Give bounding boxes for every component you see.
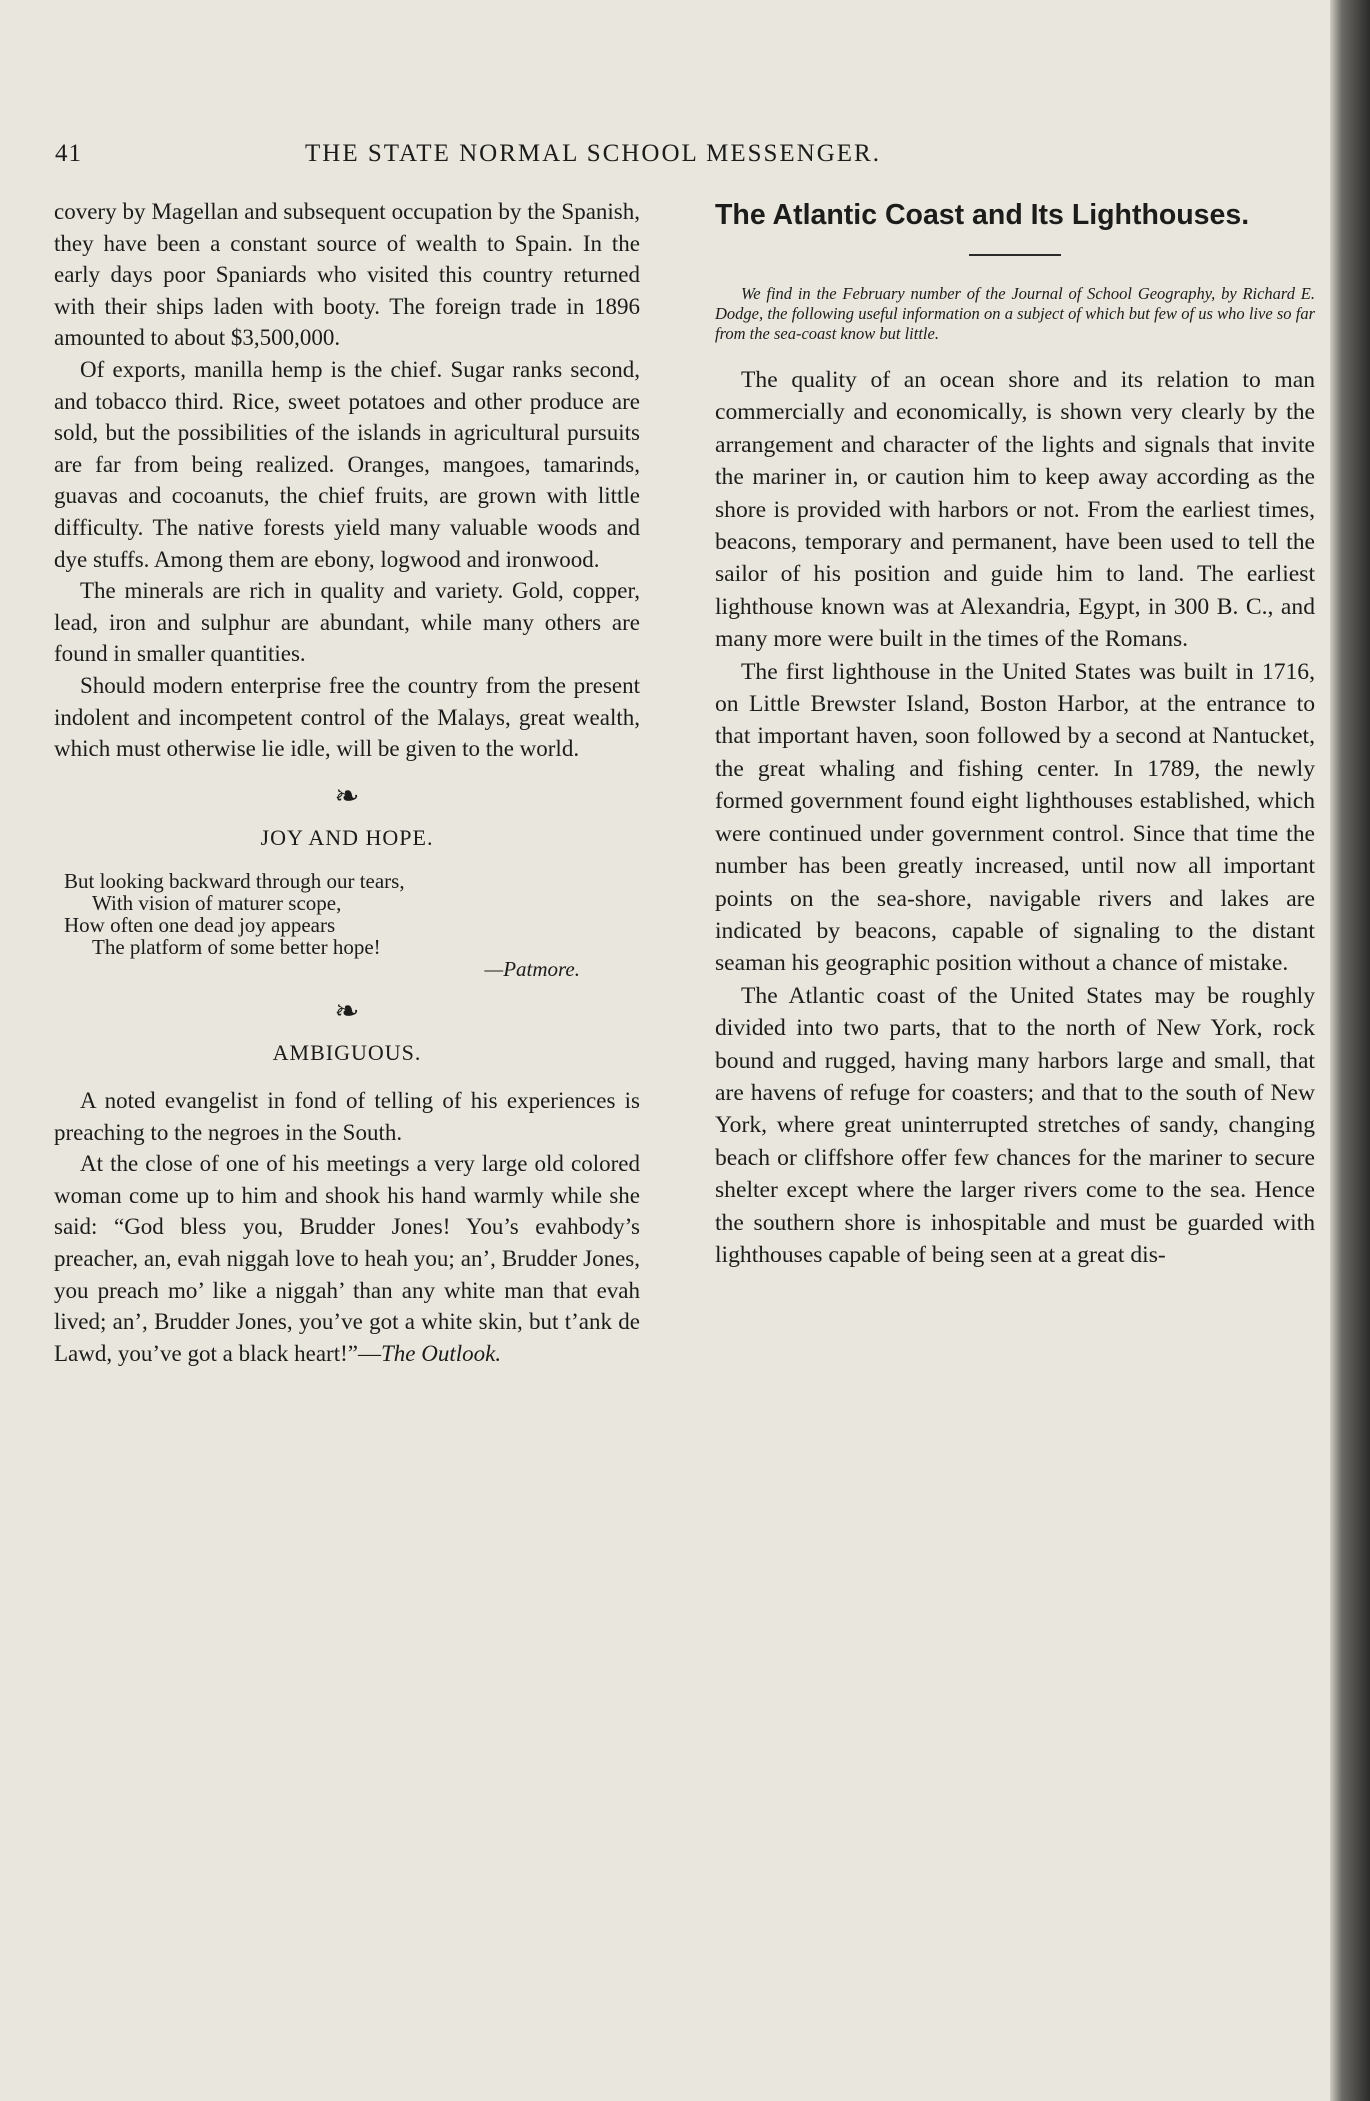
article-intro: We find in the February number of the Journal of School Geography, by Richard E. Dodge, the following useful information on a subject of which but few of us who live so far from the sea-coast know but little. bbox=[715, 284, 1315, 343]
divider bbox=[969, 254, 1061, 256]
anecdote-title: AMBIGUOUS. bbox=[272, 1040, 422, 1066]
paragraph bbox=[54, 1148, 640, 1369]
page-edge bbox=[1330, 0, 1370, 2101]
poem-attribution: —Patmore. bbox=[484, 956, 580, 981]
poem-line: The platform of some better hope! bbox=[92, 934, 381, 959]
ornament-icon: ❧ bbox=[334, 994, 360, 1028]
ornament-icon: ❧ bbox=[334, 779, 360, 813]
paragraph: The quality of an ocean shore and its relation to man commercially and economically, is shown very clearly by the arrangement and character of the lights and signals that invite the mariner in, or caution him to keep away according as the shore is provided with harbors or not. From the earliest times, beacons, temporary and permanent, have been used to tell the sailor of his position and guide him to land. The earliest lighthouse known was at Alexandria, Egypt, in 300 B. C., and many more were built in the times of the Romans. bbox=[715, 367, 1315, 653]
paragraph: covery by Magellan and subsequent occupation by the Spanish, they have been a constant source of wealth to Spain. In the early days poor Spaniards who visited this country returned with their ships laden with booty. The foreign trade in 1896 amounted to about $3,500,000. bbox=[54, 199, 640, 351]
page-number: 41 bbox=[55, 140, 82, 167]
left-column bbox=[54, 196, 640, 1369]
paragraph: Of exports, manilla hemp is the chief. Sugar ranks second, and tobacco third. Rice, sweet potatoes and other produce are sold, but the possibilities of the islands in agricultural pursuits are far from being realized. Oranges, mangoes, tamarinds, guavas and cocoanuts, the chief fruits, are grown with little difficulty. The native forests yield many valuable woods and dye stuffs. Among them are ebony, logwood and ironwood. bbox=[54, 356, 640, 572]
poem-line: With vision of maturer scope, bbox=[92, 890, 342, 915]
source-citation: The Outlook. bbox=[380, 1340, 502, 1366]
right-column bbox=[715, 196, 1315, 1271]
poem-line: How often one dead joy appears bbox=[64, 912, 336, 937]
paragraph: The first lighthouse in the United States was built in 1716, on Little Brewster Island, Boston Harbor, at the entrance to that important haven, soon followed by a second at Nantucket, the great whaling and fishing center. In 1789, the newly formed government found eight lighthouses established, which were continued under government control. Since that time the number has been greatly increased, until now all important points on the sea-shore, navigable rivers and lakes are indicated by beacons, capable of signaling to the distant seaman his geographic position without a chance of mistake. bbox=[715, 658, 1315, 977]
paragraph: Should modern enterprise free the country from the present indolent and incompetent control of the Malays, great wealth, which must otherwise lie idle, will be given to the world. bbox=[54, 672, 640, 762]
journal-title: THE STATE NORMAL SCHOOL MESSENGER. bbox=[305, 140, 881, 167]
article-title: The Atlantic Coast and Its Lighthouses. bbox=[715, 199, 1250, 231]
paragraph: The minerals are rich in quality and variety. Gold, copper, lead, iron and sulphur are abundant, while many others are found in smaller quantities. bbox=[54, 578, 640, 667]
poem-title: JOY AND HOPE. bbox=[260, 825, 434, 851]
paragraph: A noted evangelist in fond of telling of his experiences is preaching to the negroes in the South. bbox=[54, 1088, 640, 1145]
poem bbox=[64, 870, 640, 980]
paragraph: The Atlantic coast of the United States may be roughly divided into two parts, that to the north of New York, rock bound and rugged, having many harbors large and small, that are havens of refuge for coasters; and that to the south of New York, where great uninterrupted stretches of sandy, changing beach or cliffshore offer few chances for the mariner to secure shelter except where the larger rivers come to the sea. Hence the southern shore is inhospitable and must be guarded with lighthouses capable of being seen at a great dis- bbox=[715, 982, 1315, 1268]
poem-line: But looking backward through our tears, bbox=[64, 868, 405, 893]
running-header bbox=[55, 140, 1295, 180]
quote-text: At the close of one of his meetings a very large old colored woman come up to him and shook his hand warmly while she said: “God bless you, Brudder Jones! You’s evahbody’s preacher, an, evah niggah love to heah you; an’, Brudder Jones, you preach mo’ like a niggah’ than any white man that evah lived; an’, Brudder Jones, you’ve got a white skin, but t’ank de Lawd, you’ve got a black heart!”— bbox=[54, 1151, 640, 1366]
